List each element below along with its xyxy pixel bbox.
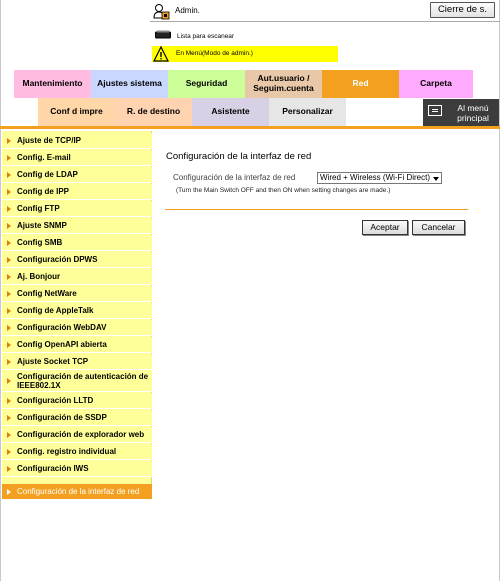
header-divider (150, 21, 500, 22)
sidebar-item-label: Ajuste de TCP/IP (17, 136, 82, 145)
main-menu-button[interactable] (423, 99, 499, 126)
sidebar-item-label: Config. E-mail (17, 153, 71, 162)
page-title: Configuración de la interfaz de red (166, 151, 312, 162)
arrow-right-icon (7, 378, 11, 384)
interface-field-label: Configuración de la interfaz de red (173, 173, 296, 182)
interface-select-value: Wired + Wireless (Wi-Fi Direct) (320, 173, 430, 182)
restart-note: (Turn the Main Switch OFF and then ON when setting changes are made.) (176, 187, 391, 194)
tab-label: R. de destino (126, 106, 181, 117)
tab-r-destino[interactable] (115, 98, 192, 126)
sidebar-item-label: Ajuste SNMP (17, 221, 67, 230)
sidebar-item[interactable] (2, 444, 152, 460)
arrow-right-icon (7, 466, 11, 472)
sidebar-item[interactable] (2, 410, 152, 426)
sidebar-item[interactable] (2, 303, 152, 319)
ok-button[interactable]: Aceptar (362, 220, 408, 235)
arrow-right-icon (7, 325, 11, 331)
tab-personalizar[interactable] (269, 98, 346, 126)
sidebar-item[interactable] (2, 150, 152, 166)
arrow-right-icon (7, 398, 11, 404)
arrow-right-icon (7, 138, 11, 144)
arrow-right-icon (7, 432, 11, 438)
sidebar-item[interactable] (2, 252, 152, 268)
sidebar-item[interactable] (2, 354, 152, 370)
arrow-right-icon (7, 206, 11, 212)
tab-red[interactable] (322, 70, 399, 98)
user-label: Admin. (175, 6, 200, 15)
sidebar-item-label: Configuración de la interfaz de red (17, 487, 140, 496)
tab-label: Asistente (211, 106, 250, 117)
sidebar-item[interactable] (2, 286, 152, 302)
tab-label: Personalizar (282, 106, 333, 117)
sidebar-item[interactable] (2, 184, 152, 200)
sidebar-item-label: Config OpenAPI abierta (17, 340, 107, 349)
arrow-right-icon (7, 308, 11, 314)
sidebar-item[interactable] (2, 133, 152, 149)
tab-label: Carpeta (420, 78, 452, 89)
tab-asistente[interactable] (192, 98, 269, 126)
arrow-right-icon (7, 291, 11, 297)
tab-aut-usuario[interactable] (245, 70, 322, 98)
arrow-right-icon (7, 155, 11, 161)
tab-label: Ajustes sistema (97, 78, 162, 89)
tab-carpeta[interactable] (399, 70, 473, 98)
tab-label: Conf d impre (50, 106, 103, 117)
scanner-status: Lista para escanear (177, 33, 235, 40)
sidebar-item[interactable] (2, 269, 152, 285)
logout-button[interactable]: Cierre de s. (430, 2, 495, 18)
tab-conf-impre[interactable] (38, 98, 115, 126)
main-menu-icon (428, 105, 442, 116)
warning-icon (153, 46, 169, 62)
tab-seguridad[interactable] (168, 70, 245, 98)
sidebar-item[interactable] (2, 370, 152, 392)
sidebar-item-label: Configuración de autenticación de IEEE802.1X (17, 371, 149, 390)
sidebar-item-label: Aj. Bonjour (17, 272, 61, 281)
main-menu-label: Al menú principal (457, 103, 489, 124)
sidebar-item-label: Config de LDAP (17, 170, 78, 179)
sidebar-item-label: Config FTP (17, 204, 60, 213)
arrow-right-icon (7, 172, 11, 178)
sidebar-item[interactable] (2, 484, 152, 500)
sidebar-item[interactable] (2, 235, 152, 251)
sidebar-item[interactable] (2, 320, 152, 336)
tab-label: Aut.usuario / Seguim.cuenta (253, 73, 314, 93)
admin-user-icon (153, 3, 170, 20)
tab-underline (0, 126, 500, 129)
tab-label: Red (352, 78, 369, 89)
cancel-button[interactable]: Cancelar (412, 220, 465, 235)
sidebar-item-label: Config de IPP (17, 187, 69, 196)
arrow-right-icon (7, 449, 11, 455)
arrow-right-icon (7, 274, 11, 280)
content-divider (165, 209, 468, 210)
sidebar-item-label: Configuración IWS (17, 464, 89, 473)
sidebar-item-label: Configuración WebDAV (17, 323, 107, 332)
interface-select[interactable] (317, 172, 442, 184)
sidebar-item-label: Config SMB (17, 238, 63, 247)
sidebar-item-label: Configuración de SSDP (17, 413, 107, 422)
tab-label: Seguridad (185, 78, 228, 89)
tab-label: Mantenimiento (22, 78, 83, 89)
arrow-right-icon (7, 189, 11, 195)
arrow-right-icon (7, 257, 11, 263)
sidebar-item-label: Configuración DPWS (17, 255, 98, 264)
sidebar-item[interactable] (2, 218, 152, 234)
sidebar-item-label: Config. registro individual (17, 447, 117, 456)
tab-ajustes-sistema[interactable] (91, 70, 168, 98)
arrow-right-icon (7, 223, 11, 229)
chevron-down-icon (433, 177, 439, 181)
sidebar-item[interactable] (2, 393, 152, 409)
arrow-right-icon (7, 342, 11, 348)
sidebar-item-label: Config NetWare (17, 289, 77, 298)
arrow-right-icon (7, 359, 11, 365)
sidebar-item-label: Config de AppleTalk (17, 306, 94, 315)
sidebar-item-label: Ajuste Socket TCP (17, 357, 89, 366)
sidebar-item[interactable] (2, 427, 152, 443)
admin-mode-text: En Menú(Modo de admin.) (176, 50, 253, 57)
arrow-right-icon (7, 415, 11, 421)
sidebar-item-label: Configuración de explorador web (17, 430, 145, 439)
sidebar-item[interactable] (2, 167, 152, 183)
sidebar-item-label: Configuración LLTD (17, 396, 94, 405)
arrow-right-icon (7, 489, 11, 495)
sidebar-item[interactable] (2, 337, 152, 353)
sidebar-item[interactable] (2, 461, 152, 477)
tab-mantenimiento[interactable] (14, 70, 91, 98)
scanner-icon (155, 30, 171, 39)
arrow-right-icon (7, 240, 11, 246)
sidebar-item[interactable] (2, 201, 152, 217)
